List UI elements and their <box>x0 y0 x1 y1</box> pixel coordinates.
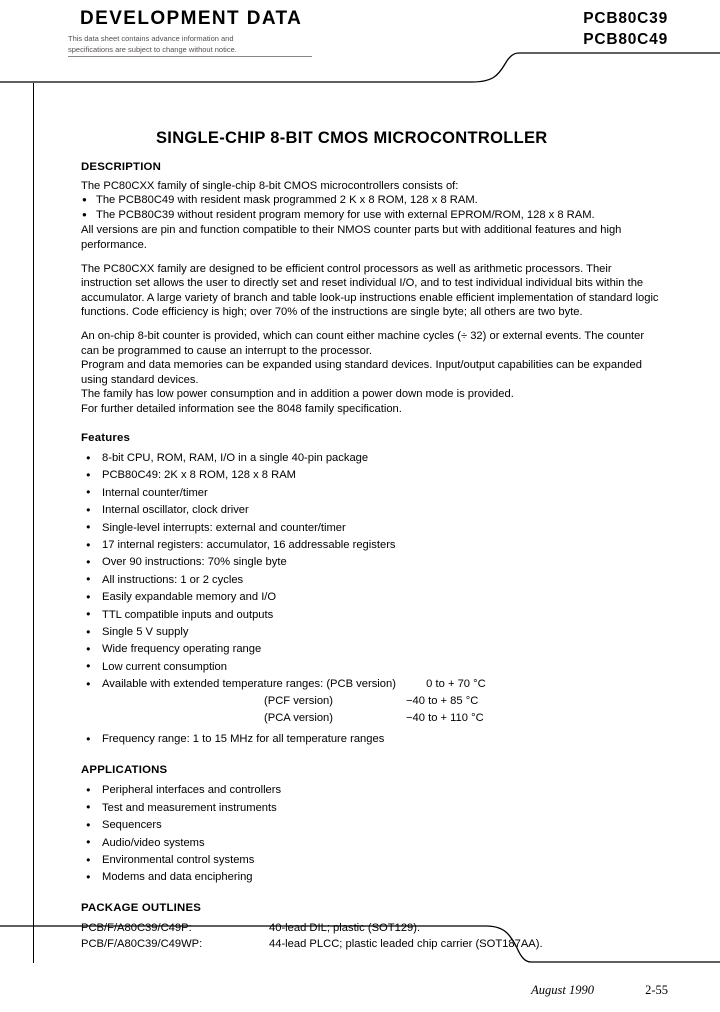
list-item: ● PCB80C49: 2K x 8 ROM, 128 x 8 RAM <box>81 468 661 483</box>
part-number-primary: PCB80C39 <box>583 10 668 27</box>
package-code: PCB/F/A80C39/C49P: <box>81 921 192 934</box>
list-item: ● Easily expandable memory and I/O <box>81 590 661 605</box>
page-frame-left-rule <box>33 83 34 963</box>
description-heading: DESCRIPTION <box>81 161 162 173</box>
package-description: 44-lead PLCC; plastic leaded chip carrier (SOT187AA). <box>269 938 543 951</box>
table-row <box>102 711 661 726</box>
temperature-range-first-range: 0 to + 70 °C <box>426 678 486 691</box>
list-item: ● Over 90 instructions: 70% single byte <box>81 555 661 570</box>
temperature-range: −40 to + 110 °C <box>406 711 484 724</box>
description-paragraph-2: The PC80CXX family are designed to be efficient control processors as well as arithmetic processors. Their instruction set allows the user to directly set and reset individual I/O, and to test individual individual bits within the accumulator. A large variety of branch and table look-up instructions enable efficient implementation of standard logic functions. Code efficiency is high; over 70% of the instructions are single byte; all others are two byte. <box>81 262 659 319</box>
list-item: ● Modems and data enciphering <box>81 870 661 885</box>
list-item: ● Peripheral interfaces and controllers <box>81 783 661 798</box>
footer-date: August 1990 <box>531 983 594 997</box>
list-item: ● Audio/video systems <box>81 836 661 851</box>
banner-note-line-2: specifications are subject to change without notice. <box>68 45 237 54</box>
table-row <box>102 694 661 709</box>
temperature-version: (PCA version) <box>264 711 334 724</box>
footer-separator-rule <box>0 924 720 964</box>
development-data-banner-title: DEVELOPMENT DATA <box>80 8 303 29</box>
applications-list <box>81 783 661 885</box>
temperature-range-intro: Available with extended temperature ranges: <box>102 678 324 691</box>
part-number-secondary: PCB80C49 <box>583 31 668 48</box>
list-item: ● The PCB80C39 without resident program memory for use with external EPROM/ROM, 128 x 8 RAM. <box>81 208 661 223</box>
list-item: ● TTL compatible inputs and outputs <box>81 608 661 623</box>
description-paragraph-6: For further detailed information see the 8048 family specification. <box>81 402 402 415</box>
list-item: ● 17 internal registers: accumulator, 16 addressable registers <box>81 538 661 553</box>
list-item: ● The PCB80C49 with resident mask programmed 2 K x 8 ROM, 128 x 8 RAM. <box>81 193 661 208</box>
list-item: ● Wide frequency operating range <box>81 642 661 657</box>
applications-heading: APPLICATIONS <box>81 763 168 776</box>
description-paragraph-5: The family has low power consumption and in addition a power down mode is provided. <box>81 388 514 401</box>
temperature-range-item <box>81 677 661 692</box>
part-number-block <box>583 8 668 50</box>
description-after-bullets: All versions are pin and function compatible to their NMOS counter parts but with additional features and high performance. <box>81 224 622 251</box>
features-block <box>81 451 661 747</box>
frequency-range-item <box>81 732 661 747</box>
temperature-version: (PCF version) <box>264 694 333 707</box>
description-paragraph-3: An on-chip 8-bit counter is provided, which can count either machine cycles (÷ 32) or external events. The counter can be programmed to cause an interrupt to the processor. <box>81 329 645 357</box>
list-item: ● Sequencers <box>81 818 661 833</box>
list-item: ● Internal counter/timer <box>81 486 661 501</box>
list-item: ● Test and measurement instruments <box>81 801 661 816</box>
list-item: ● All instructions: 1 or 2 cycles <box>81 573 661 588</box>
banner-note-line-1: This data sheet contains advance information and <box>68 34 234 43</box>
list-item: ● Single-level interrupts: external and counter/timer <box>81 521 661 536</box>
list-item: ● 8-bit CPU, ROM, RAM, I/O in a single 40-pin package <box>81 451 661 466</box>
package-outlines-heading: PACKAGE OUTLINES <box>81 901 202 914</box>
document-body <box>81 160 661 954</box>
description-bullet-list <box>81 193 661 223</box>
temperature-range-first-version: (PCB version) <box>326 678 396 691</box>
temperature-range: −40 to + 85 °C <box>406 694 479 707</box>
list-item <box>81 677 661 692</box>
description-intro: The PC80CXX family of single-chip 8-bit CMOS microcontrollers consists of: <box>81 179 459 192</box>
footer-page-number: 2-55 <box>645 983 668 997</box>
list-item: ● Low current consumption <box>81 660 661 675</box>
description-paragraph-4: Program and data memories can be expanded using standard devices. Input/output capabilities can be expanded using standard devices. <box>81 359 642 386</box>
list-item: ● Internal oscillator, clock driver <box>81 503 661 518</box>
header-separator-rule <box>0 52 720 94</box>
applications-block <box>81 763 661 885</box>
package-description: 40-lead DIL; plastic (SOT129). <box>269 921 421 934</box>
list-item: ● Environmental control systems <box>81 853 661 868</box>
package-code: PCB/F/A80C39/C49WP: <box>81 938 203 951</box>
features-heading: Features <box>81 431 131 444</box>
list-item: ● Single 5 V supply <box>81 625 661 640</box>
page-title: SINGLE-CHIP 8-BIT CMOS MICROCONTROLLER <box>156 129 548 147</box>
features-list <box>81 451 661 674</box>
list-item: ● Frequency range: 1 to 15 MHz for all temperature ranges <box>81 732 661 747</box>
temperature-range-table <box>102 694 661 726</box>
